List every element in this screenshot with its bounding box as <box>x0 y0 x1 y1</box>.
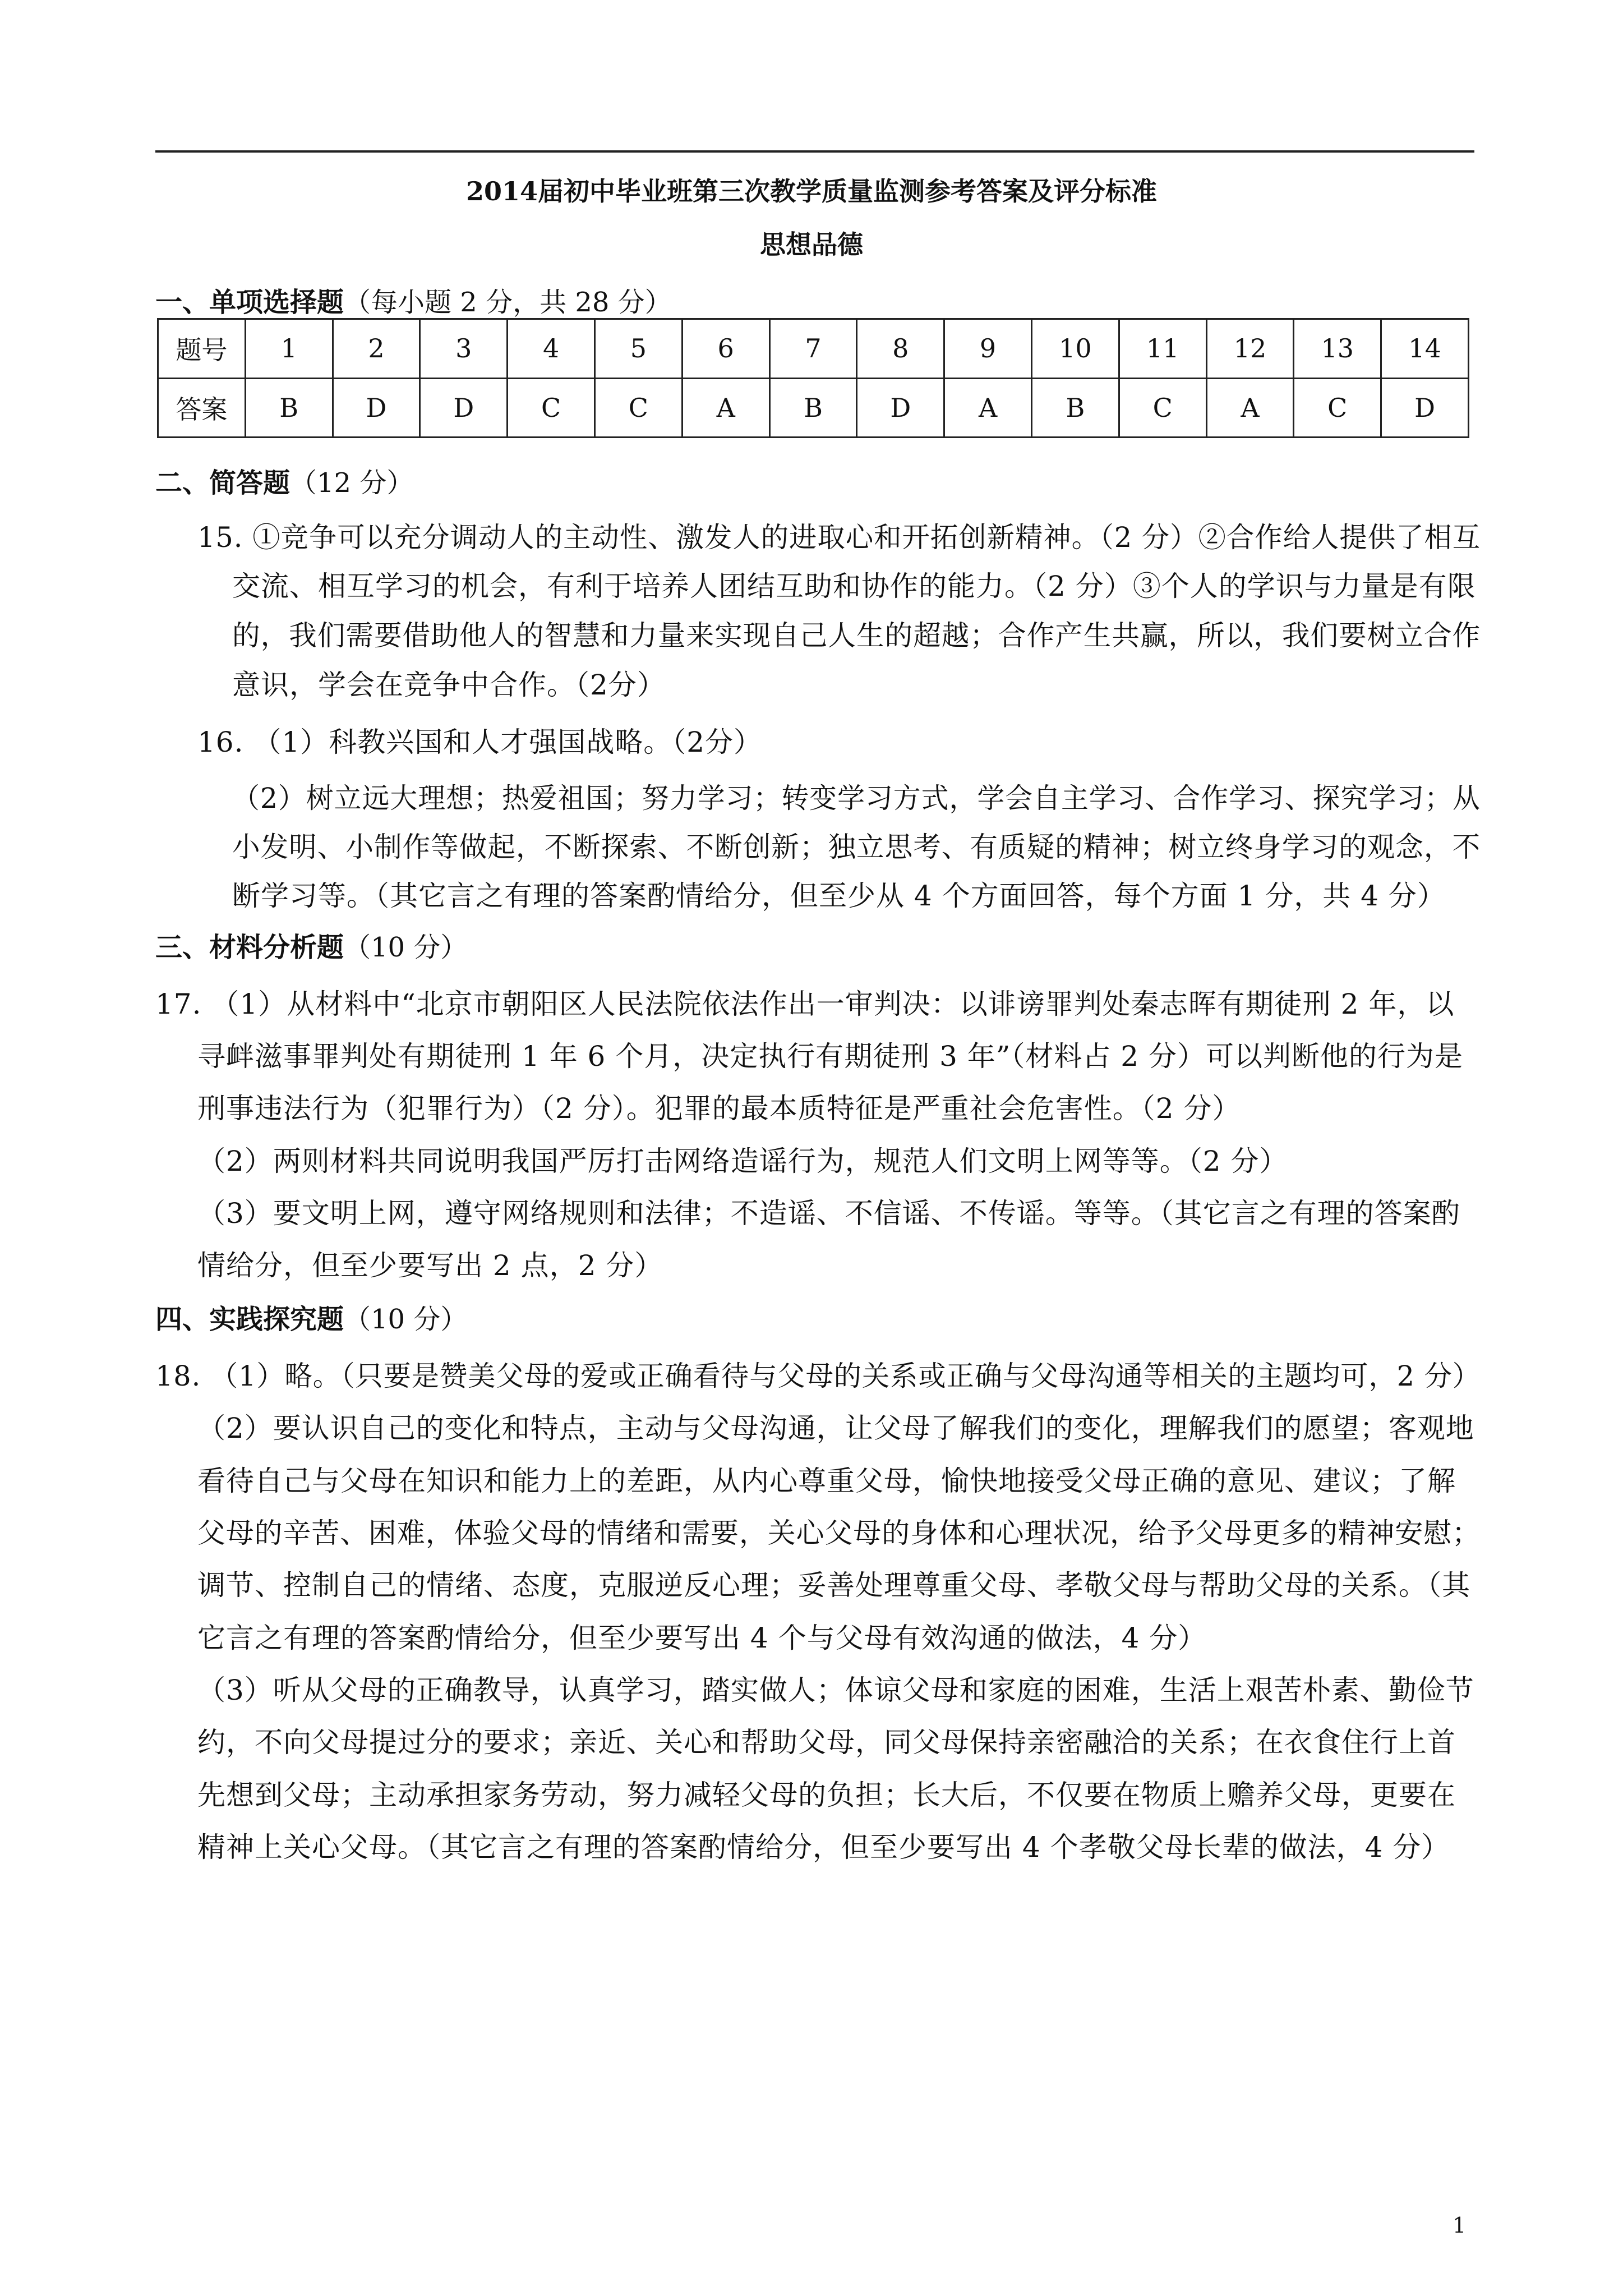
answer-table-number-row <box>158 319 1469 379</box>
answer-cell: D <box>333 378 420 438</box>
answer-line: （3）听从父母的正确教导，认真学习，踏实做人；体谅父母和家庭的困难，生活上艰苦朴素、勤俭节 <box>197 1674 1474 1706</box>
answer-cell: D <box>1381 378 1469 438</box>
answer-line: 刑事违法行为（犯罪行为）（2 分）。犯罪的最本质特征是严重社会危害性。（2 分） <box>197 1092 1241 1125</box>
answer-cell: A <box>682 378 769 438</box>
answer-line: 先想到父母；主动承担家务劳动，努力减轻父母的负担；长大后，不仅要在物质上赡养父母，更要在 <box>197 1779 1456 1811</box>
answer-line: 寻衅滋事罪判处有期徒刑 1 年 6 个月，决定执行有期徒刑 3 年”（材料占 2 分）可以判断他的行为是 <box>197 1040 1463 1073</box>
answer-line: 约，不向父母提过分的要求；亲近、关心和帮助父母，同父母保持亲密融洽的关系；在衣食住行上首 <box>197 1726 1456 1759</box>
question-number: 9 <box>944 319 1032 379</box>
answer-cell: A <box>1206 378 1294 438</box>
row-label-answer: 答案 <box>158 378 246 438</box>
question-number: 7 <box>769 319 857 379</box>
answer-table <box>157 318 1469 438</box>
answer-line: 的，我们需要借助他人的智慧和力量来实现自己人生的超越；合作产生共赢，所以，我们要树立合作 <box>232 619 1481 652</box>
answer-line: （2）树立远大理想；热爱祖国；努力学习；转变学习方式，学会自主学习、合作学习、探究学习；从 <box>232 782 1481 815</box>
answer-cell: B <box>245 378 333 438</box>
answer-line: 它言之有理的答案酌情给分，但至少要写出 4 个与父母有效沟通的做法，4 分） <box>197 1622 1207 1654</box>
question-number: 5 <box>594 319 682 379</box>
answer-cell: C <box>1119 378 1206 438</box>
document-title: 2014届初中毕业班第三次教学质量监测参考答案及评分标准 <box>465 176 1158 206</box>
answer-line: 断学习等。（其它言之有理的答案酌情给分，但至少从 4 个方面回答，每个方面 1 分，共 4 分） <box>232 880 1446 912</box>
answer-cell: C <box>1294 378 1381 438</box>
answer-line: 小发明、小制作等做起，不断探索、不断创新；独立思考、有质疑的精神；树立终身学习的观念，不 <box>232 831 1481 863</box>
question-number: 13 <box>1294 319 1381 379</box>
section2-heading: 二、简答题 <box>155 467 291 499</box>
answer-line: 父母的辛苦、困难，体验父母的情绪和需要，关心父母的身体和心理状况，给予父母更多的精神安慰； <box>197 1517 1481 1549</box>
section3-note: （10 分） <box>344 932 468 963</box>
section2-note: （12 分） <box>290 467 414 499</box>
question-number: 3 <box>420 319 508 379</box>
answer-line: 18. （1）略。（只要是赞美父母的爱或正确看待与父母的关系或正确与父母沟通等相关的主题均可，2 分） <box>155 1360 1481 1392</box>
question-number: 1 <box>245 319 333 379</box>
section4-heading: 四、实践探究题 <box>155 1304 344 1335</box>
answer-cell: A <box>944 378 1032 438</box>
row-label-number: 题号 <box>158 319 246 379</box>
question-number: 14 <box>1381 319 1469 379</box>
section2-header <box>155 461 413 500</box>
question-number: 10 <box>1031 319 1119 379</box>
section3-header <box>155 926 467 964</box>
question-number: 11 <box>1119 319 1206 379</box>
answer-cell: B <box>1031 378 1119 438</box>
section1-heading: 一、单项选择题 <box>155 287 344 318</box>
answer-cell: D <box>857 378 944 438</box>
section3-heading: 三、材料分析题 <box>155 932 344 963</box>
answer-line: 情给分，但至少要写出 2 点，2 分） <box>197 1249 663 1282</box>
answer-line: （3）要文明上网，遵守网络规则和法律；不造谣、不信谣、不传谣。等等。（其它言之有理的答案酌 <box>197 1197 1460 1230</box>
answer-cell: D <box>420 378 508 438</box>
answer-line: （2）要认识自己的变化和特点，主动与父母沟通，让父母了解我们的变化，理解我们的愿望；客观地 <box>197 1412 1474 1444</box>
section1-header <box>155 280 672 319</box>
question-number: 8 <box>857 319 944 379</box>
answer-line: 15. ①竞争可以充分调动人的主动性、激发人的进取心和开拓创新精神。（2 分）②合作给人提供了相互 <box>197 521 1481 554</box>
answer-line: 交流、相互学习的机会，有利于培养人团结互助和协作的能力。（2 分）③个人的学识与力量是有限 <box>232 570 1476 602</box>
answer-cell: B <box>769 378 857 438</box>
section4-header <box>155 1297 467 1336</box>
answer-cell: C <box>594 378 682 438</box>
question-number: 12 <box>1206 319 1294 379</box>
answer-line: 意识，学会在竞争中合作。（2分） <box>232 669 666 701</box>
subject-title: 思想品德 <box>760 229 863 260</box>
section4-note: （10 分） <box>344 1304 468 1335</box>
page-number: 1 <box>1453 2213 1467 2238</box>
header-rule <box>155 150 1474 153</box>
answer-line: 看待自己与父母在知识和能力上的差距，从内心尊重父母，愉快地接受父母正确的意见、建议；了解 <box>197 1465 1456 1497</box>
answer-line: 17. （1）从材料中“北京市朝阳区人民法院依法作出一审判决：以诽谤罪判处秦志晖有期徒刑 2 年，以 <box>155 988 1455 1020</box>
answer-line: 16. （1）科教兴国和人才强国战略。（2分） <box>197 726 763 758</box>
section1-note: （每小题 2 分，共 28 分） <box>344 287 672 318</box>
answer-table-answer-row <box>158 378 1469 438</box>
answer-cell: C <box>508 378 595 438</box>
question-number: 2 <box>333 319 420 379</box>
answer-line: 调节、控制自己的情绪、态度，克服逆反心理；妥善处理尊重父母、孝敬父母与帮助父母的关系。（其 <box>197 1569 1470 1602</box>
question-number: 4 <box>508 319 595 379</box>
answer-line: （2）两则材料共同说明我国严厉打击网络造谣行为，规范人们文明上网等等。（2 分） <box>197 1145 1288 1177</box>
answer-line: 精神上关心父母。（其它言之有理的答案酌情给分，但至少要写出 4 个孝敬父母长辈的做法，4 分） <box>197 1831 1450 1864</box>
question-number: 6 <box>682 319 769 379</box>
